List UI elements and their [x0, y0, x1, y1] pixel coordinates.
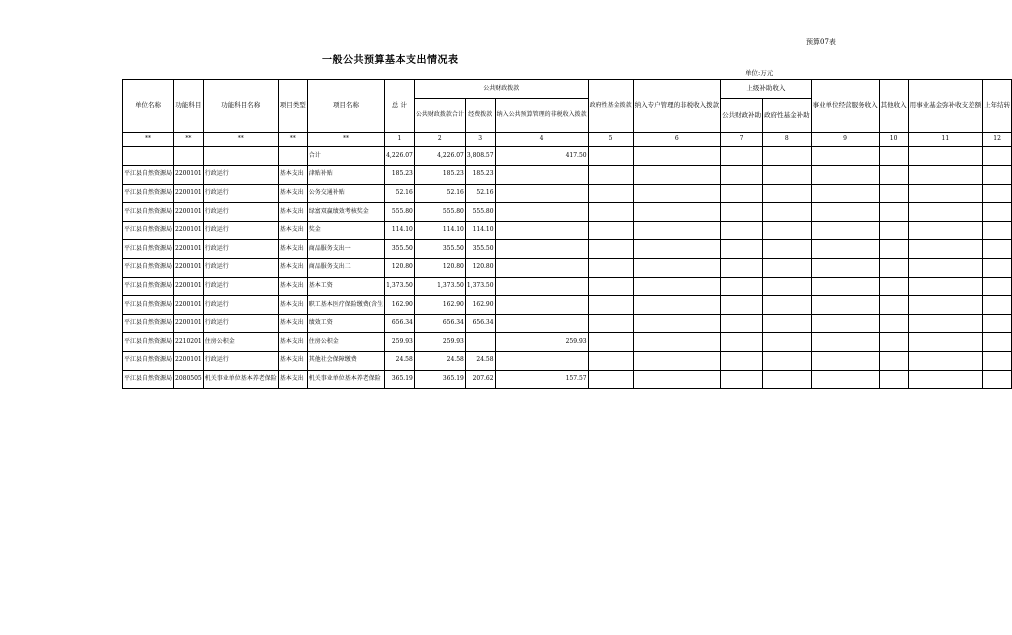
cell-unit: 平江县自然资源局: [123, 166, 174, 185]
header-biz-income: 事业单位经营服务收入: [811, 80, 879, 133]
empty-cell: [588, 258, 633, 277]
index-cell: 2: [414, 133, 465, 147]
cell-funding: 355.50: [465, 240, 495, 259]
cell-total: 162.90: [385, 296, 415, 315]
table-row: [123, 351, 1012, 370]
cell-total: 52.16: [385, 184, 415, 203]
table-row: [123, 166, 1012, 185]
empty-cell: [983, 221, 1012, 240]
empty-cell: [633, 351, 721, 370]
cell-code: 2200101: [174, 203, 204, 222]
empty-cell: [983, 258, 1012, 277]
cell-fname: 行政运行: [203, 277, 278, 296]
cell-pname: 绿富双赢绩效考核奖金: [307, 203, 384, 222]
index-cell: **: [123, 133, 174, 147]
index-cell: **: [278, 133, 307, 147]
cell-funding: 120.80: [465, 258, 495, 277]
cell-pf-total: 120.80: [414, 258, 465, 277]
index-cell: 1: [385, 133, 415, 147]
cell-code: 2210201: [174, 333, 204, 352]
empty-cell: [879, 351, 908, 370]
empty-cell: [811, 221, 879, 240]
empty-cell: [721, 203, 763, 222]
empty-cell: [721, 258, 763, 277]
cell-ptype: 基本支出: [278, 314, 307, 333]
cell-funding: 207.62: [465, 370, 495, 389]
header-total: 总 计: [385, 80, 415, 133]
cell-funding: 1,373.50: [465, 277, 495, 296]
empty-cell: [908, 277, 983, 296]
cell-unit: 平江县自然资源局: [123, 240, 174, 259]
empty-cell: [588, 370, 633, 389]
cell-total: 656.34: [385, 314, 415, 333]
cell-nontax: [495, 314, 588, 333]
cell-ptype: 基本支出: [278, 240, 307, 259]
cell-funding: 656.34: [465, 314, 495, 333]
header-nontax: 纳入公共预算管理的非税收入拨款: [495, 99, 588, 133]
cell-nontax: [495, 221, 588, 240]
cell-ptype: 基本支出: [278, 296, 307, 315]
empty-cell: [763, 240, 812, 259]
cell-ptype: 基本支出: [278, 221, 307, 240]
cell-total: 185.23: [385, 166, 415, 185]
empty-cell: [588, 166, 633, 185]
empty-cell: [908, 351, 983, 370]
cell-code: 2200101: [174, 184, 204, 203]
empty-cell: [721, 240, 763, 259]
cell-unit: 平江县自然资源局: [123, 203, 174, 222]
cell-code: 2200101: [174, 296, 204, 315]
index-cell: 4: [495, 133, 588, 147]
empty-cell: [983, 333, 1012, 352]
cell-pname: 基本工资: [307, 277, 384, 296]
empty-cell: [721, 296, 763, 315]
empty-cell: [588, 277, 633, 296]
cell-total: 114.10: [385, 221, 415, 240]
empty-cell: [633, 296, 721, 315]
empty-cell: [908, 166, 983, 185]
empty-cell: [763, 277, 812, 296]
cell-unit: 平江县自然资源局: [123, 221, 174, 240]
header-upper-gov-fund: 政府性基金补助: [763, 99, 812, 133]
cell-fname: 行政运行: [203, 314, 278, 333]
index-cell: **: [307, 133, 384, 147]
cell-pf-total: 1,373.50: [414, 277, 465, 296]
empty-cell: [721, 314, 763, 333]
empty-cell: [633, 166, 721, 185]
cell-total: 120.80: [385, 258, 415, 277]
total-row: [123, 147, 1012, 166]
index-cell: 7: [721, 133, 763, 147]
empty-cell: [879, 277, 908, 296]
empty-cell: [633, 258, 721, 277]
header-public-finance-total: 公共财政拨款合计: [414, 99, 465, 133]
empty-cell: [633, 277, 721, 296]
empty-cell: [721, 351, 763, 370]
index-cell: **: [203, 133, 278, 147]
cell-pf-total: 185.23: [414, 166, 465, 185]
cell-fname: 行政运行: [203, 184, 278, 203]
cell-total: 555.80: [385, 203, 415, 222]
cell-funding: 52.16: [465, 184, 495, 203]
cell-nontax: [495, 258, 588, 277]
cell-pname: 职工基本医疗保险缴费(含生: [307, 296, 384, 315]
empty-cell: [588, 296, 633, 315]
cell-pname: 津贴补贴: [307, 166, 384, 185]
header-other-income: 其他收入: [879, 80, 908, 133]
empty-cell: [811, 370, 879, 389]
index-cell: 3: [465, 133, 495, 147]
cell-unit: 平江县自然资源局: [123, 184, 174, 203]
index-cell: 5: [588, 133, 633, 147]
empty-cell: [908, 221, 983, 240]
table-row: [123, 370, 1012, 389]
empty-cell: [983, 351, 1012, 370]
table-row: [123, 240, 1012, 259]
cell-fname: 行政运行: [203, 166, 278, 185]
cell-pname: 机关事业单位基本养老保险: [307, 370, 384, 389]
empty-cell: [763, 351, 812, 370]
empty-cell: [721, 277, 763, 296]
unit-label: 单位:万元: [745, 69, 774, 77]
cell-fname: 机关事业单位基本养老保险: [203, 370, 278, 389]
cell-fname: 住房公积金: [203, 333, 278, 352]
header-funding: 经费拨款: [465, 99, 495, 133]
cell-pname: 商品服务支出二: [307, 258, 384, 277]
empty-cell: [811, 296, 879, 315]
empty-cell: [908, 314, 983, 333]
empty-cell: [811, 240, 879, 259]
form-number: 预算07表: [806, 38, 836, 46]
header-project-type: 项目类型: [278, 80, 307, 133]
cell-ptype: 基本支出: [278, 258, 307, 277]
cell-pf-total: 355.50: [414, 240, 465, 259]
cell-code: 2200101: [174, 240, 204, 259]
empty-cell: [763, 258, 812, 277]
empty-cell: [908, 240, 983, 259]
index-cell: 6: [633, 133, 721, 147]
total-funding: 3,808.57: [465, 147, 495, 166]
cell-funding: 114.10: [465, 221, 495, 240]
cell-code: 2200101: [174, 351, 204, 370]
index-cell: 10: [879, 133, 908, 147]
empty-cell: [811, 277, 879, 296]
empty-cell: [763, 314, 812, 333]
cell-pname: 绩效工资: [307, 314, 384, 333]
cell-funding: 555.80: [465, 203, 495, 222]
empty-cell: [879, 203, 908, 222]
empty-cell: [879, 314, 908, 333]
cell-fname: 行政运行: [203, 258, 278, 277]
empty-cell: [633, 203, 721, 222]
empty-cell: [763, 184, 812, 203]
table-row: [123, 277, 1012, 296]
budget-table: [122, 79, 1012, 389]
cell-pname: 其他社会保障缴费: [307, 351, 384, 370]
empty-cell: [811, 166, 879, 185]
cell-ptype: 基本支出: [278, 351, 307, 370]
cell-unit: 平江县自然资源局: [123, 314, 174, 333]
empty-cell: [588, 333, 633, 352]
table-row: [123, 184, 1012, 203]
cell-total: 24.58: [385, 351, 415, 370]
cell-pf-total: 52.16: [414, 184, 465, 203]
cell-total: 259.93: [385, 333, 415, 352]
cell-total: 1,373.50: [385, 277, 415, 296]
empty-cell: [811, 333, 879, 352]
cell-code: 2080505: [174, 370, 204, 389]
cell-fname: 行政运行: [203, 351, 278, 370]
cell-nontax: [495, 203, 588, 222]
page-title: 一般公共预算基本支出情况表: [322, 55, 459, 66]
cell-code: 2200101: [174, 314, 204, 333]
header-upper-public: 公共财政补助: [721, 99, 763, 133]
cell-nontax: [495, 184, 588, 203]
empty-cell: [879, 296, 908, 315]
empty-cell: [811, 203, 879, 222]
cell-pf-total: 24.58: [414, 351, 465, 370]
cell-pf-total: 114.10: [414, 221, 465, 240]
total-label: 合计: [307, 147, 384, 166]
empty-cell: [633, 184, 721, 203]
empty-cell: [811, 258, 879, 277]
empty-cell: [983, 203, 1012, 222]
empty-cell: [983, 240, 1012, 259]
empty-cell: [763, 203, 812, 222]
empty-cell: [721, 221, 763, 240]
cell-unit: 平江县自然资源局: [123, 277, 174, 296]
empty-cell: [879, 370, 908, 389]
empty-cell: [588, 221, 633, 240]
cell-pf-total: 656.34: [414, 314, 465, 333]
empty-cell: [633, 370, 721, 389]
cell-code: 2200101: [174, 166, 204, 185]
empty-cell: [879, 184, 908, 203]
empty-cell: [908, 203, 983, 222]
empty-cell: [633, 221, 721, 240]
empty-cell: [588, 351, 633, 370]
cell-code: 2200101: [174, 258, 204, 277]
cell-pname: 公务交通补贴: [307, 184, 384, 203]
empty-cell: [879, 221, 908, 240]
table-row: [123, 203, 1012, 222]
cell-pf-total: 555.80: [414, 203, 465, 222]
empty-cell: [983, 314, 1012, 333]
cell-unit: 平江县自然资源局: [123, 370, 174, 389]
empty-cell: [763, 296, 812, 315]
empty-cell: [763, 370, 812, 389]
index-cell: 8: [763, 133, 812, 147]
cell-ptype: 基本支出: [278, 277, 307, 296]
empty-cell: [633, 314, 721, 333]
empty-cell: [879, 166, 908, 185]
table-row: [123, 314, 1012, 333]
cell-ptype: 基本支出: [278, 203, 307, 222]
empty-cell: [908, 296, 983, 315]
table-row: [123, 221, 1012, 240]
cell-pname: 商品服务支出一: [307, 240, 384, 259]
cell-total: 365.19: [385, 370, 415, 389]
table-row: [123, 296, 1012, 315]
cell-code: 2200101: [174, 221, 204, 240]
empty-cell: [983, 166, 1012, 185]
cell-funding: 185.23: [465, 166, 495, 185]
empty-cell: [633, 333, 721, 352]
empty-cell: [908, 258, 983, 277]
cell-funding: [465, 333, 495, 352]
cell-unit: 平江县自然资源局: [123, 296, 174, 315]
cell-nontax: [495, 296, 588, 315]
empty-cell: [721, 184, 763, 203]
empty-cell: [908, 184, 983, 203]
cell-funding: 24.58: [465, 351, 495, 370]
cell-unit: 平江县自然资源局: [123, 351, 174, 370]
index-cell: 12: [983, 133, 1012, 147]
empty-cell: [721, 370, 763, 389]
cell-unit: 平江县自然资源局: [123, 333, 174, 352]
empty-cell: [633, 240, 721, 259]
empty-cell: [811, 184, 879, 203]
empty-cell: [588, 240, 633, 259]
cell-total: 355.50: [385, 240, 415, 259]
table-row: [123, 333, 1012, 352]
cell-pname: 奖金: [307, 221, 384, 240]
empty-cell: [908, 370, 983, 389]
header-func-code: 功能科目: [174, 80, 204, 133]
empty-cell: [588, 314, 633, 333]
empty-cell: [763, 166, 812, 185]
empty-cell: [983, 184, 1012, 203]
header-special-mgmt: 纳入专户管理的非税收入拨款: [633, 80, 721, 133]
header-unit-name: 单位名称: [123, 80, 174, 133]
cell-nontax: [495, 166, 588, 185]
header-upper-subsidy: 上级补助收入: [721, 80, 812, 99]
cell-nontax: [495, 351, 588, 370]
index-cell: 11: [908, 133, 983, 147]
empty-cell: [811, 351, 879, 370]
empty-cell: [983, 296, 1012, 315]
empty-cell: [588, 184, 633, 203]
cell-pname: 住房公积金: [307, 333, 384, 352]
cell-fname: 行政运行: [203, 240, 278, 259]
empty-cell: [879, 240, 908, 259]
empty-cell: [811, 314, 879, 333]
empty-cell: [983, 277, 1012, 296]
cell-funding: 162.90: [465, 296, 495, 315]
cell-fname: 行政运行: [203, 296, 278, 315]
empty-cell: [721, 333, 763, 352]
index-row: [123, 133, 1012, 147]
empty-cell: [721, 166, 763, 185]
cell-code: 2200101: [174, 277, 204, 296]
cell-ptype: 基本支出: [278, 166, 307, 185]
cell-ptype: 基本支出: [278, 184, 307, 203]
cell-pf-total: 365.19: [414, 370, 465, 389]
header-project-name: 项目名称: [307, 80, 384, 133]
cell-pf-total: 259.93: [414, 333, 465, 352]
empty-cell: [879, 333, 908, 352]
cell-nontax: 157.57: [495, 370, 588, 389]
empty-cell: [588, 203, 633, 222]
index-cell: **: [174, 133, 204, 147]
cell-unit: 平江县自然资源局: [123, 258, 174, 277]
empty-cell: [879, 258, 908, 277]
cell-pf-total: 162.90: [414, 296, 465, 315]
cell-nontax: 259.93: [495, 333, 588, 352]
cell-fname: 行政运行: [203, 203, 278, 222]
header-func-name: 功能科目名称: [203, 80, 278, 133]
header-public-finance: 公共财政拨款: [414, 80, 588, 99]
empty-cell: [908, 333, 983, 352]
cell-ptype: 基本支出: [278, 333, 307, 352]
cell-nontax: [495, 277, 588, 296]
total-pf-total: 4,226.07: [414, 147, 465, 166]
table-row: [123, 258, 1012, 277]
empty-cell: [983, 370, 1012, 389]
header-last-year: 上年结转: [983, 80, 1012, 133]
cell-nontax: [495, 240, 588, 259]
header-gov-fund: 政府性基金拨款: [588, 80, 633, 133]
index-cell: 9: [811, 133, 879, 147]
header-biz-fund: 用事业基金弥补收支差额: [908, 80, 983, 133]
total-nontax: 417.50: [495, 147, 588, 166]
empty-cell: [763, 221, 812, 240]
total-total: 4,226.07: [385, 147, 415, 166]
cell-ptype: 基本支出: [278, 370, 307, 389]
cell-fname: 行政运行: [203, 221, 278, 240]
empty-cell: [763, 333, 812, 352]
